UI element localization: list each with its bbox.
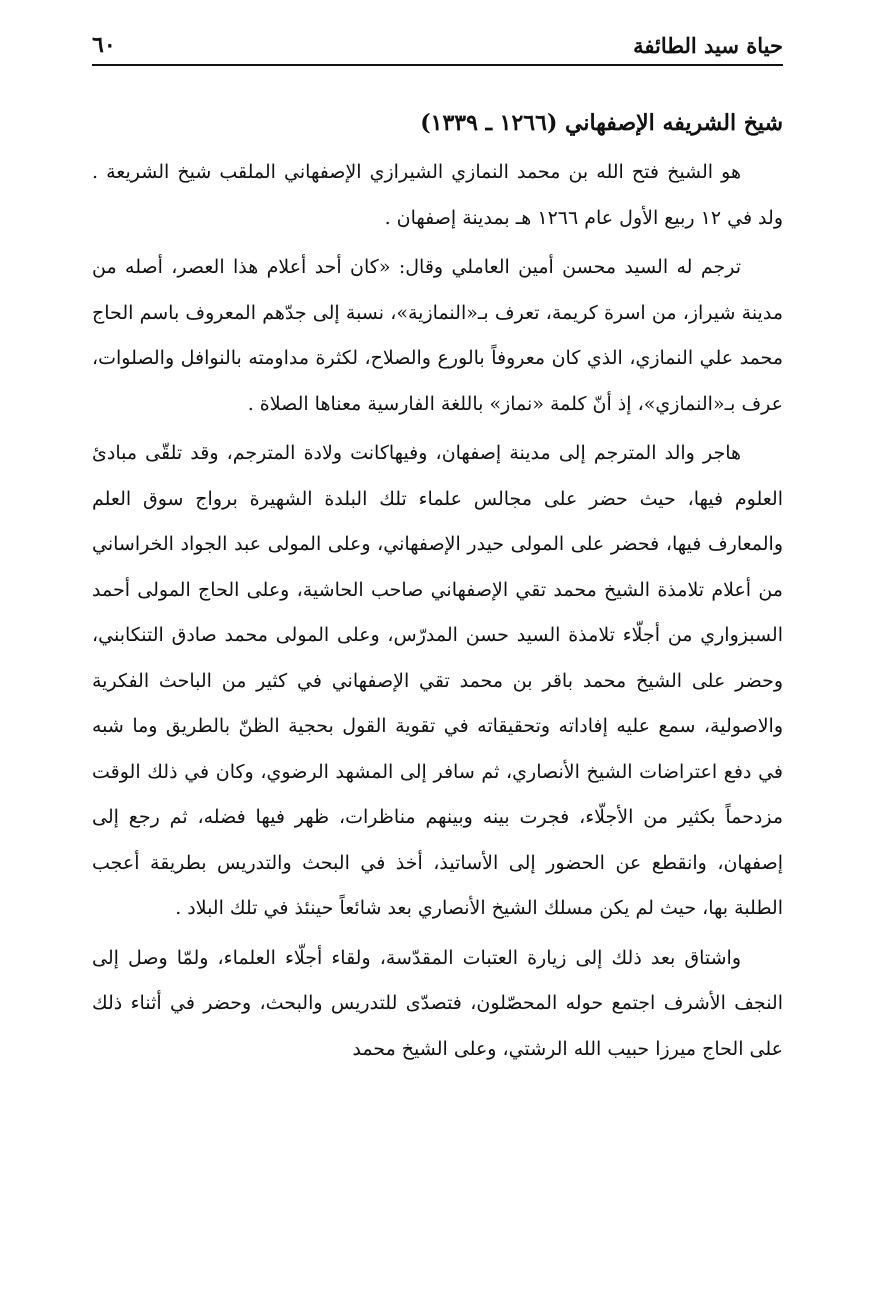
paragraph-intro: هو الشيخ فتح الله بن محمد النمازي الشيرازي الإصفهاني الملقب شيخ الشريعة . ولد في ١٢ ربيع الأول عام ١٢٦٦ هـ بمدينة إصفهان . [92, 161, 783, 229]
section-title: شيخ الشريفه الإصفهاني (١٢٦٦ ـ ١٣٣٩) [420, 110, 783, 136]
page-header [92, 28, 783, 62]
running-title: حياة سيد الطائفة [633, 32, 783, 58]
paragraph-biography: ترجم له السيد محسن أمين العاملي وقال: «كان أحد أعلام هذا العصر، أصله من مدينة شيراز، من اسرة كريمة، تعرف بـ«النمازية»، نسبة إلى جدّهم المعروف باسم الحاج محمد علي النمازي، الذي كان معروفاً بالورع والصلاح، لكثرة مداومته بالنوافل والصلوات، عرف بـ«النمازي»، إذ أنّ كلمة «نماز» باللغة الفارسية معناها الصلاة . [92, 256, 783, 415]
page-number: ٦٠ [92, 32, 116, 58]
paragraph-education: هاجر والد المترجم إلى مدينة إصفهان، وفيهاكانت ولادة المترجم، وقد تلقّى مبادئ العلوم فيها، حيث حضر على مجالس علماء تلك البلدة الشهيرة برواج سوق العلم والمعارف فيها، فحضر على المولى حيدر الإصفهاني، وعلى المولى عبد الجواد الخراساني من أعلام تلامذة الشيخ محمد تقي الإصفهاني صاحب الحاشية، وعلى الحاج المولى أحمد السبزواري من أجلّاء تلامذة السيد حسن المدرّس، وعلى المولى محمد صادق التنكابني، وحضر على الشيخ محمد باقر بن محمد تقي الإصفهاني في كثير من الباحث الفكرية والاصولية، سمع عليه إفاداته وتحقيقاته في تقوية القول بحجية الظنّ بالطريق وما شبه في دفع اعتراضات الشيخ الأنصاري، ثم سافر إلى المشهد الرضوي، وكان في ذلك الوقت مزدحماً بكثير من الأجلّاء، فجرت بينه وبينهم مناظرات، ظهر فيها فضله، ثم رجع إلى إصفهان، وانقطع عن الحضور إلى الأساتيذ، أخذ في البحث والتدريس بطريقة أعجب الطلبة بها، حيث لم يكن مسلك الشيخ الأنصاري بعد شائعاً حينئذ في تلك البلاد . [92, 442, 783, 919]
page-body [92, 96, 783, 1076]
header-divider [92, 64, 783, 66]
paragraph-najaf: واشتاق بعد ذلك إلى زيارة العتبات المقدّسة، ولقاء أجلّاء العلماء، ولمّا وصل إلى النجف الأشرف اجتمع حوله المحصّلون، فتصدّى للتدريس والبحث، وحضر في أثناء ذلك على الحاج ميرزا حبيب الله الرشتي، وعلى الشيخ محمد [92, 946, 783, 1060]
